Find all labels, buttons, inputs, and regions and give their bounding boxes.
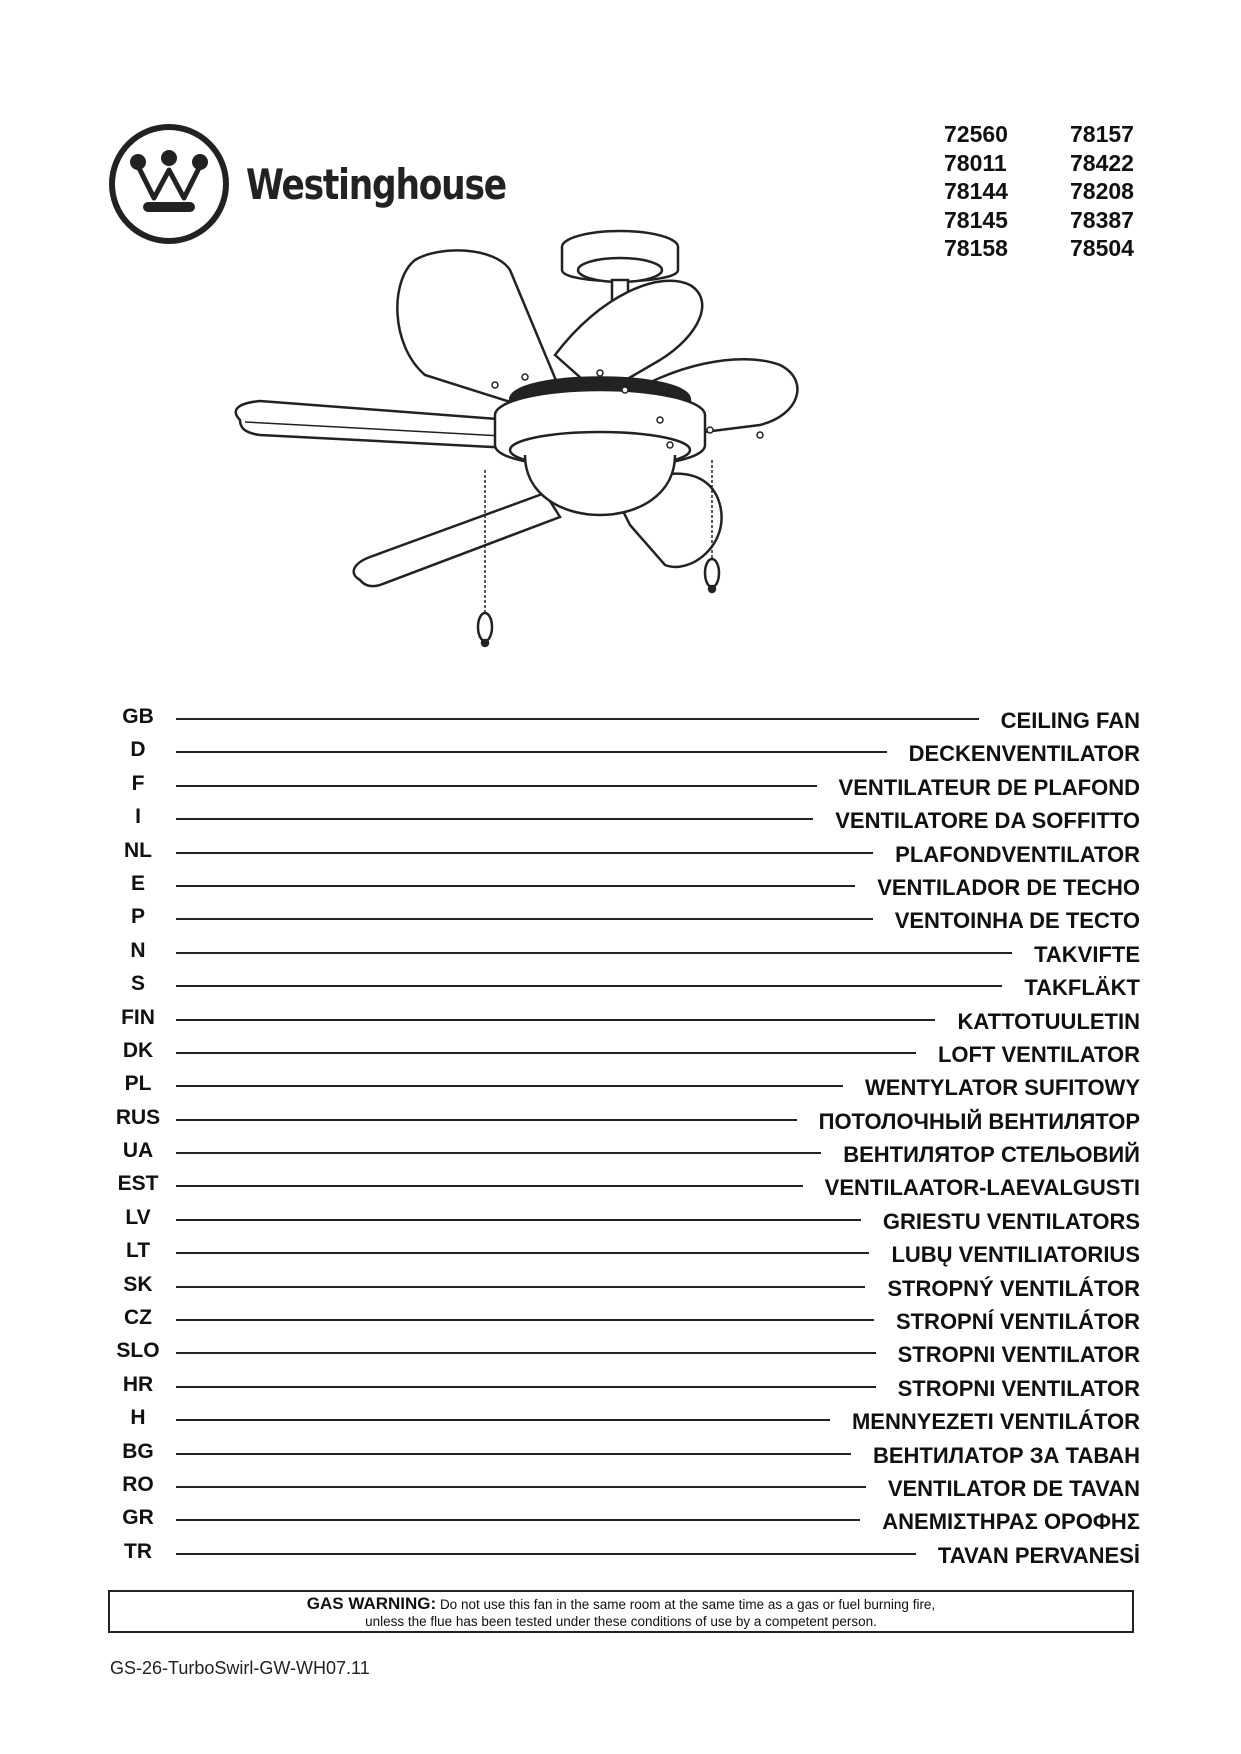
language-code: CZ [124, 1306, 152, 1330]
language-row [110, 1272, 1140, 1305]
language-code: RO [122, 1472, 154, 1496]
leader-line [176, 1519, 860, 1521]
gas-warning-label: GAS WARNING: [306, 1594, 437, 1613]
language-title: LOFT VENTILATOR [937, 1041, 1140, 1067]
language-code: RUS [115, 1105, 161, 1129]
language-row [110, 1038, 1140, 1071]
language-title: VENTILADOR DE TECHO [877, 874, 1140, 900]
leader-line [176, 1152, 821, 1154]
language-code: BG [122, 1439, 154, 1463]
language-title: VENTILATORE DA SOFFITTO [835, 808, 1140, 834]
leader-line [176, 1419, 830, 1421]
language-title: DECKENVENTILATOR [908, 741, 1140, 767]
leader-line [176, 1019, 935, 1021]
leader-line [176, 1119, 797, 1121]
language-row [110, 1439, 1140, 1472]
language-code: P [130, 905, 145, 929]
language-code: GR [122, 1506, 154, 1530]
language-code: S [130, 972, 145, 996]
leader-line [176, 852, 873, 854]
language-code: NL [124, 838, 152, 862]
language-row [110, 1505, 1140, 1538]
leader-line [176, 818, 813, 820]
language-title: LUBŲ VENTILIATORIUS [891, 1242, 1140, 1268]
model-number: 78158 [944, 235, 1008, 261]
language-code: FIN [121, 1005, 155, 1029]
language-code: E [130, 871, 145, 895]
language-row [110, 1105, 1140, 1138]
language-title: STROPNÍ VENTILÁTOR [895, 1309, 1140, 1335]
leader-line [176, 1386, 876, 1388]
language-code: N [130, 938, 146, 962]
language-code: LV [125, 1205, 151, 1229]
language-row [110, 1071, 1140, 1104]
language-code: I [135, 805, 141, 829]
model-numbers [944, 120, 1144, 263]
ceiling-fan-illustration [220, 225, 840, 685]
language-code: DK [122, 1038, 154, 1062]
language-title: VENTILAATOR-LAEVALGUSTI [824, 1175, 1140, 1201]
language-row [110, 971, 1140, 1004]
leader-line [176, 1486, 866, 1488]
language-title: TAKFLÄKT [1024, 975, 1140, 1001]
language-title: PLAFONDVENTILATOR [895, 841, 1140, 867]
language-row [110, 1539, 1140, 1572]
language-title: ВЕНТИЛАТОР ЗА ТАВАН [872, 1442, 1140, 1468]
leader-line [176, 785, 817, 787]
model-number: 78504 [1070, 235, 1134, 261]
language-row [110, 1138, 1140, 1171]
language-row [110, 771, 1140, 804]
model-number: 72560 [944, 121, 1008, 147]
leader-line [176, 918, 873, 920]
leader-line [176, 885, 855, 887]
language-row [110, 1405, 1140, 1438]
westinghouse-emblem-icon [107, 122, 231, 246]
language-row [110, 904, 1140, 937]
language-code: LT [125, 1239, 151, 1263]
leader-line [176, 952, 1012, 954]
language-row [110, 804, 1140, 837]
language-code: GB [122, 705, 154, 728]
language-code: PL [124, 1072, 152, 1096]
leader-line [176, 1319, 874, 1321]
gas-warning-line1: Do not use this fan in the same room at the same time as a gas or fuel burning fire, [439, 1597, 936, 1612]
language-row [110, 1472, 1140, 1505]
language-row [110, 1338, 1140, 1371]
leader-line [176, 1185, 803, 1187]
language-code: HR [122, 1372, 154, 1396]
leader-line [176, 718, 979, 720]
language-title: TAVAN PERVANESİ [937, 1542, 1140, 1568]
language-row [110, 1171, 1140, 1204]
language-title: TAKVIFTE [1034, 941, 1140, 967]
language-title: STROPNI VENTILATOR [897, 1342, 1140, 1368]
leader-line [176, 1252, 869, 1254]
language-code: D [130, 738, 146, 762]
language-code: EST [117, 1172, 159, 1196]
leader-line [176, 1219, 861, 1221]
model-number: 78208 [1070, 178, 1134, 204]
model-number: 78157 [1070, 121, 1134, 147]
language-code: SLO [116, 1339, 160, 1363]
language-row [110, 1238, 1140, 1271]
leader-line [176, 1286, 865, 1288]
language-title: VENTOINHA DE TECTO [894, 908, 1140, 934]
model-number: 78011 [944, 149, 1007, 176]
gas-warning-line2: unless the flue has been tested under these conditions of use by a competent person. [365, 1614, 877, 1629]
leader-line [176, 1553, 916, 1555]
language-row [110, 838, 1140, 871]
language-row [110, 1372, 1140, 1405]
language-row [110, 1205, 1140, 1238]
language-title: VENTILATEUR DE PLAFOND [838, 774, 1140, 800]
language-code: F [131, 771, 145, 795]
model-number: 78422 [1070, 149, 1134, 176]
language-title-list [110, 704, 1140, 1572]
brand-name: Westinghouse [246, 160, 506, 209]
language-code: H [130, 1406, 146, 1430]
language-code: TR [124, 1539, 152, 1563]
language-title: ΑΝΕΜΙΣΤΗΡΑΣ ΟΡΟΦΗΣ [882, 1509, 1140, 1535]
leader-line [176, 1052, 916, 1054]
language-title: STROPNÝ VENTILÁTOR [887, 1275, 1140, 1301]
language-row [110, 737, 1140, 770]
language-row [110, 1305, 1140, 1338]
language-title: WENTYLATOR SUFITOWY [865, 1075, 1140, 1101]
leader-line [176, 1085, 843, 1087]
gas-warning-box [108, 1590, 1134, 1633]
language-title: VENTILATOR DE TAVAN [887, 1475, 1140, 1501]
language-row [110, 1005, 1140, 1038]
language-row [110, 704, 1140, 737]
leader-line [176, 985, 1002, 987]
leader-line [176, 1352, 876, 1354]
model-number: 78145 [944, 206, 1008, 233]
leader-line [176, 1453, 851, 1455]
model-number: 78387 [1070, 206, 1134, 233]
language-title: GRIESTU VENTILATORS [882, 1208, 1140, 1234]
language-title: MENNYEZETI VENTILÁTOR [851, 1409, 1140, 1435]
language-row [110, 871, 1140, 904]
model-number: 78144 [944, 178, 1008, 204]
document-code: GS-26-TurboSwirl-GW-WH07.11 [110, 1658, 370, 1678]
language-title: CEILING FAN [1000, 708, 1140, 733]
language-code: SK [123, 1272, 153, 1296]
language-code: UA [122, 1139, 154, 1163]
language-title: KATTOTUULETIN [957, 1008, 1140, 1034]
language-title: STROPNI VENTILATOR [897, 1375, 1140, 1401]
language-row [110, 938, 1140, 971]
language-title: ПОТОЛОЧНЫЙ ВЕНТИЛЯТОР [818, 1108, 1140, 1134]
leader-line [176, 751, 887, 753]
language-title: ВЕНТИЛЯТОР СТЕЛЬОВИЙ [843, 1142, 1140, 1168]
